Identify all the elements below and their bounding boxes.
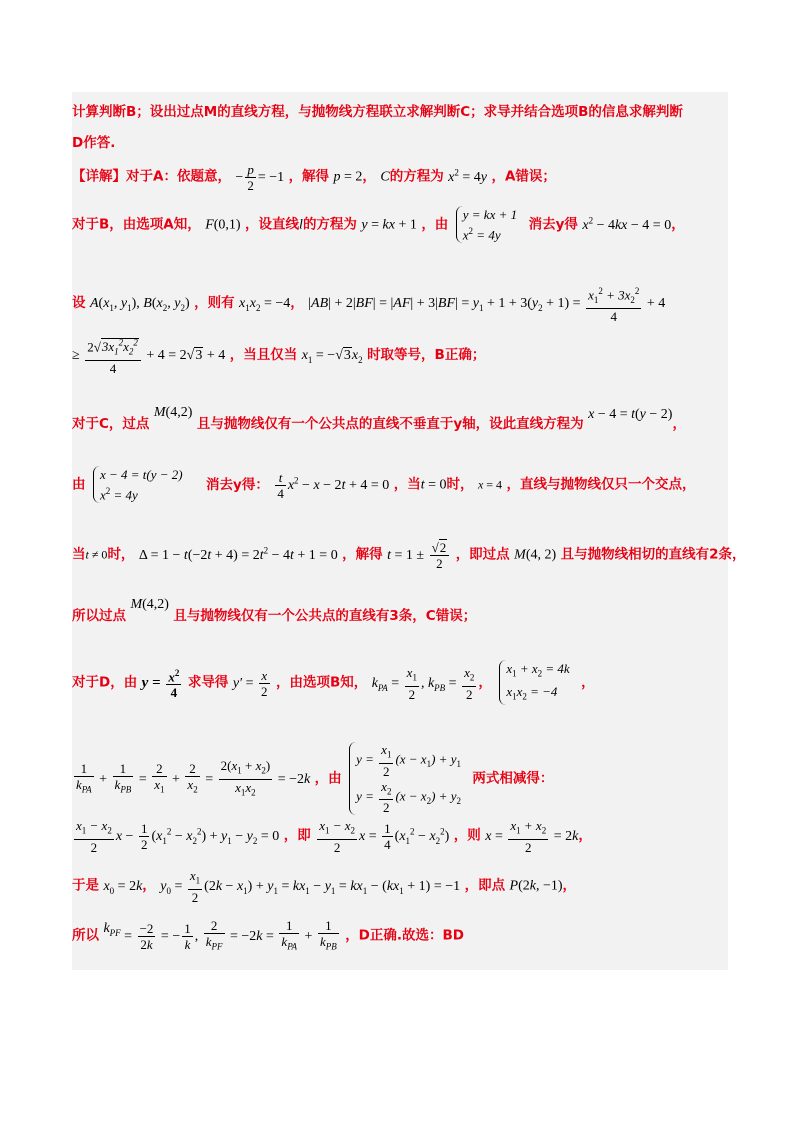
part-d-text-6: ，则 xyxy=(453,827,481,844)
part-d-label: 对于D，由 xyxy=(72,674,138,691)
part-c-conclusion: 且与抛物线仅有一个公共点的直线有3条，C错误； xyxy=(173,608,477,624)
part-a-text-2: 的方程为 xyxy=(389,168,444,185)
part-d-comma-4: ， xyxy=(562,877,577,894)
part-d-text-9: 所以 xyxy=(72,927,99,944)
part-b-text-7: ，当且仅当 xyxy=(229,347,298,364)
part-d-line-5: 所以 $k_{PF}$ = $\frac{-2}{2k}$ = − $\frac{1}{k}$ , $\frac{2}{k_{PF}}$ = −2k = $\frac{1}{k_{PA}}$ + $\frac{1}{k_{PB}}$ ，D正确.故选：BD xyxy=(72,918,465,952)
part-b-text-3: ，由 xyxy=(421,216,449,233)
part-b-conclusion: 时取等号，B正确； xyxy=(367,347,486,364)
part-d-line: 对于D，由 y = $\frac{x^2}{4}$ 求导得 y′ = $\frac{x}{2}$ ，由选项B知， $k_{PA}$ = $\frac{x_1}{2}$ , $k_{PB}$ = $\frac{x_2}{2}$ ， $x_1 + x_2 = 4k$ $x_1x_2 = -4$ ， xyxy=(72,660,595,705)
part-d-text-5: ，即 xyxy=(283,827,311,844)
part-d-comma-2: ， xyxy=(578,827,592,844)
part-a-conclusion: ，A错误； xyxy=(491,168,556,185)
part-c-text-3: 消去y得： xyxy=(206,476,269,493)
part-d-conclusion: ，D正确.故选：BD xyxy=(345,927,465,944)
part-c-line: 对于C，过点 M(4,2) 且与抛物线仅有一个公共点的直线不垂直于y轴，设此直线方程为 x − 4 = t(y − 2)， xyxy=(72,405,686,432)
part-c-text-6: ，直线与抛物线仅只一个交点， xyxy=(506,476,696,493)
system-d1: $x_1 + x_2 = 4k$ $x_1x_2 = -4$ xyxy=(499,660,573,705)
part-a-comma: ， xyxy=(362,168,376,185)
part-b-label: 对于B，由选项A知， xyxy=(72,216,201,233)
part-a-label: 【详解】对于A：依题意， xyxy=(72,168,231,185)
part-d-comma-3: ， xyxy=(142,877,156,894)
part-d-text-4: 两式相减得： xyxy=(472,770,554,787)
part-c-text-8: 时， xyxy=(107,546,135,563)
part-b-text-4: 消去y得 xyxy=(528,216,578,233)
part-d-comma: ， xyxy=(581,674,595,691)
part-c-text-11: 且与抛物线相切的直线有2条， xyxy=(560,546,746,563)
system-c: x − 4 = t(y − 2) $x^2 = 4y$ xyxy=(93,466,187,503)
part-d-text-8: ，即点 xyxy=(464,877,506,894)
text-line-2: D作答. xyxy=(72,135,116,151)
part-a-line: 【详解】对于A：依题意， − $\frac{p}{2}$ = −1 ，解得 p = 2， C的方程为 $x^2 = 4y$ ，A错误； xyxy=(72,162,556,193)
part-b-text-5: 设 xyxy=(72,295,86,312)
part-c-line-3: 当t ≠ 0时， $\Delta = 1 - t(-2t + 4) = 2t^2 - 4t + 1 = 0$ ，解得 t = 1 ± $\frac{√2}{2}$ ，即过点 M(4, 2) 且与抛物线相切的直线有2条， xyxy=(72,540,746,571)
part-d-line-3: $\frac{x_1 - x_2}{2}$ x − $\frac{1}{2}$ $(x_1^2 - x_2^2) + y_1 - y_2 = 0$ ，即 $\frac{x_1 - x_2}{2}$ x = $\frac{1}{4}$ $(x_1^2 - x_2^2)$ ，则 x = $\frac{x_1 + x_2}{2}$ = 2k， xyxy=(76,818,592,855)
text-line-1: 计算判断B；设出过点M的直线方程，与抛物线方程联立求解判断C；求导并结合选项B的信息求解判断 xyxy=(72,104,683,120)
part-b-text-6: ，则有 xyxy=(194,295,235,312)
part-c-text-12: 所以过点 xyxy=(72,608,126,624)
part-d-text-3: ，由 xyxy=(314,770,342,787)
part-c-line-2: 由 x − 4 = t(y − 2) $x^2 = 4y$ 消去y得： $\frac{t}{4}$ $x^2 - x - 2t + 4 = 0$ ，当t = 0时， x = 4 ，直线与抛物线仅只一个交点， xyxy=(72,467,696,503)
part-b-comma: ， xyxy=(671,216,685,233)
part-c-text-7: 当 xyxy=(72,546,86,563)
part-b-text: ，设直线 xyxy=(245,216,300,233)
part-c-text-2: 由 xyxy=(72,476,86,493)
part-b-line-2: 设 $A(x_1$, $y_1$), $B(x_2$, $y_2$) ，则有 $x_1x_2 = -4$， $|AB| + 2|BF| = |AF| + 3|BF| = y_1 + 1 + 3(y_2 + 1)$ = $\frac{x_1^2 + 3x_2^2}{4}$ + 4 xyxy=(72,286,666,324)
system-b: y = kx + 1 $x^2 = 4y$ xyxy=(456,206,521,243)
part-c-text-5: 时， xyxy=(446,476,474,493)
part-d-line-4: 于是 $x_0 = 2k$， $y_0$ = $\frac{x_1}{2}$ $(2k - x_1) + y_1 = kx_1 - y_1 = kx_1 - (kx_1 + 1) = -1$ ，即点 P(2k, −1)， xyxy=(72,868,577,905)
part-b-line: 对于B，由选项A知， F(0,1) ，设直线l的方程为 y = kx + 1 ，由 y = kx + 1 $x^2 = 4y$ 消去y得 $x^2 - 4kx - 4 = 0$， xyxy=(72,207,685,243)
part-c-text-9: ，解得 xyxy=(342,546,383,563)
part-c-text: 且与抛物线仅有一个公共点的直线不垂直于y轴，设此直线方程为 xyxy=(196,416,584,432)
system-d2: y = $\frac{x_1}{2}$ $(x - x_1) + y_1$ y = $\frac{x_2}{2}$ $(x - x_2) + y_2$ xyxy=(349,742,465,815)
part-c-label: 对于C，过点 xyxy=(72,416,150,432)
part-a-text: ，解得 xyxy=(288,168,330,185)
part-c-text-10: ，即过点 xyxy=(455,546,510,563)
part-c-line-4: 所以过点 M(4,2) 且与抛物线仅有一个公共点的直线有3条，C错误； xyxy=(72,597,477,624)
part-c-text-4: ，当 xyxy=(393,476,421,493)
part-d-text-7: 于是 xyxy=(72,877,99,894)
part-c-comma: ， xyxy=(672,416,686,432)
part-d-line-2: $\frac{1}{k_{PA}}$ + $\frac{1}{k_{PB}}$ = $\frac{2}{x_1}$ + $\frac{2}{x_2}$ = $\frac{2(x_1 + x_2)}{x_1x_2}$ = −2k ，由 y = $\frac{x_1}{2}$ $(x - x_1) + y_1$ y = $\frac{x_2}{2}$ $(x - x_2) + y_2$ 两式相减得： xyxy=(76,742,554,816)
part-d-text-2: ，由选项B知， xyxy=(275,674,368,691)
part-b-text-2: 的方程为 xyxy=(302,216,357,233)
part-d-text: 求导得 xyxy=(187,674,229,691)
part-b-line-3: ≥ $\frac{2√3x_1^2x_2^2}{4}$ + 4 = 2√3 + 4 ，当且仅当 $x_1 = -√3x_2$ 时取等号，B正确； xyxy=(72,338,486,376)
